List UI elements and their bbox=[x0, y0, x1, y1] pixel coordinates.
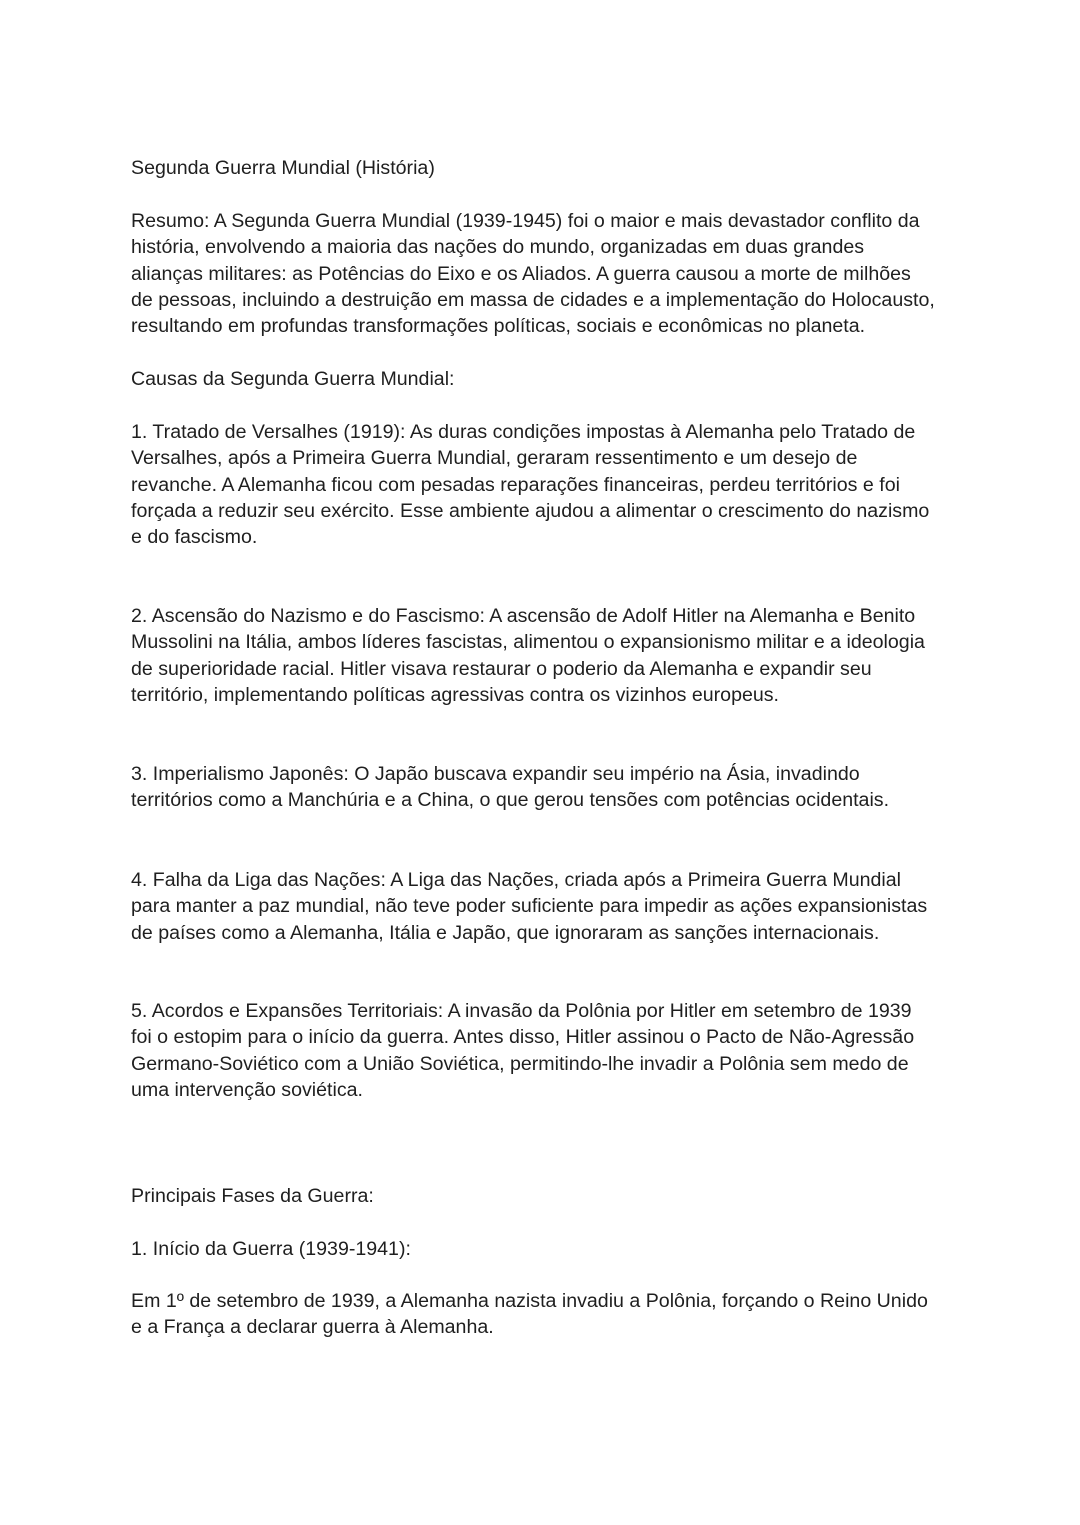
causes-heading bbox=[131, 366, 455, 392]
summary-line: história, envolvendo a maioria das nações do mundo, organizadas em duas grandes bbox=[131, 236, 865, 259]
cause-line: foi o estopim para o início da guerra. Antes disso, Hitler assinou o Pacto de Não-Agressão bbox=[131, 1026, 915, 1049]
cause-line: território, implementando políticas agressivas contra os vizinhos europeus. bbox=[131, 683, 780, 706]
cause-line: forçada a reduzir seu exército. Esse ambiente ajudou a alimentar o crescimento do nazismo bbox=[131, 499, 930, 522]
cause-line: para manter a paz mundial, não teve poder suficiente para impedir as ações expansionistas bbox=[131, 895, 928, 918]
cause-line: revanche. A Alemanha ficou com pesadas reparações financeiras, perdeu territórios e foi bbox=[131, 473, 900, 496]
cause-line: e do fascismo. bbox=[131, 526, 258, 549]
phases-heading bbox=[131, 1183, 374, 1209]
cause-line: Versalhes, após a Primeira Guerra Mundial, geraram ressentimento e um desejo de bbox=[131, 447, 858, 470]
cause-line: Mussolini na Itália, ambos líderes fascistas, alimentou o expansionismo militar e a ideologia bbox=[131, 631, 925, 654]
phase-1-heading-text: 1. Início da Guerra (1939-1941): bbox=[131, 1238, 411, 1260]
summary-line: alianças militares: as Potências do Eixo e os Aliados. A guerra causou a morte de milhões bbox=[131, 262, 911, 285]
summary-line: resultando em profundas transformações políticas, sociais e econômicas no planeta. bbox=[131, 315, 866, 338]
phases-heading-text: Principais Fases da Guerra: bbox=[131, 1185, 374, 1207]
summary-line: de pessoas, incluindo a destruição em massa de cidades e a implementação do Holocausto, bbox=[131, 288, 935, 311]
cause-line: uma intervenção soviética. bbox=[131, 1078, 363, 1101]
document-title bbox=[131, 155, 435, 181]
cause-item-5 bbox=[131, 998, 914, 1103]
summary-paragraph bbox=[131, 208, 935, 339]
cause-line: 2. Ascensão do Nazismo e do Fascismo: A ascensão de Adolf Hitler na Alemanha e Benito bbox=[131, 605, 916, 627]
phase-line: Em 1º de setembro de 1939, a Alemanha nazista invadiu a Polônia, forçando o Reino Unido bbox=[131, 1290, 928, 1312]
cause-line: 1. Tratado de Versalhes (1919): As duras condições impostas à Alemanha pelo Tratado de bbox=[131, 421, 916, 443]
causes-heading-text: Causas da Segunda Guerra Mundial: bbox=[131, 368, 455, 390]
phase-1-heading bbox=[131, 1236, 411, 1262]
cause-line: de países como a Alemanha, Itália e Japão, que ignoraram as sanções internacionais. bbox=[131, 921, 880, 944]
cause-item-1 bbox=[131, 419, 929, 550]
phase-line: e a França a declarar guerra à Alemanha. bbox=[131, 1316, 494, 1339]
phase-1-paragraph bbox=[131, 1288, 928, 1341]
summary-line: Resumo: A Segunda Guerra Mundial (1939-1945) foi o maior e mais devastador conflito da bbox=[131, 210, 920, 232]
cause-line: 4. Falha da Liga das Nações: A Liga das Nações, criada após a Primeira Guerra Mundial bbox=[131, 869, 902, 891]
cause-item-4 bbox=[131, 867, 927, 946]
cause-line: de superioridade racial. Hitler visava restaurar o poderio da Alemanha e expandir seu bbox=[131, 657, 872, 680]
cause-line: 3. Imperialismo Japonês: O Japão buscava expandir seu império na Ásia, invadindo bbox=[131, 763, 860, 785]
cause-line: Germano-Soviético com a União Soviética, permitindo-lhe invadir a Polônia sem medo de bbox=[131, 1052, 909, 1075]
cause-line: territórios como a Manchúria e a China, o que gerou tensões com potências ocidentais. bbox=[131, 789, 890, 812]
cause-item-3 bbox=[131, 761, 889, 814]
cause-line: 5. Acordos e Expansões Territoriais: A invasão da Polônia por Hitler em setembro de 1939 bbox=[131, 1000, 912, 1022]
title-text: Segunda Guerra Mundial (História) bbox=[131, 157, 435, 179]
cause-item-2 bbox=[131, 603, 925, 708]
